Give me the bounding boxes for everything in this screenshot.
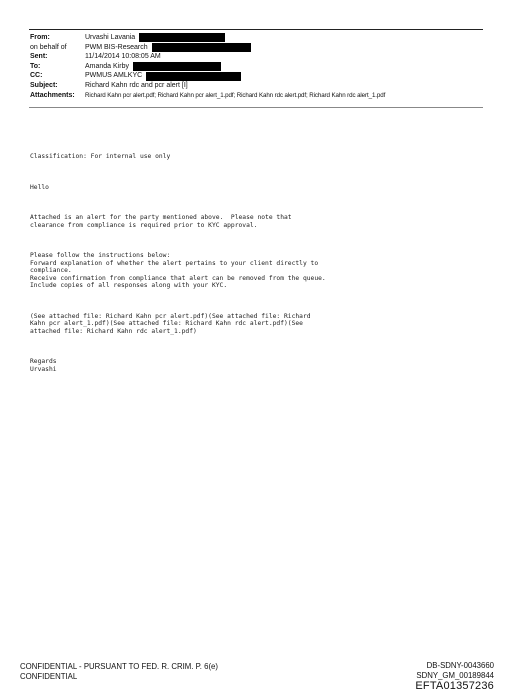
body-paragraph-attachments: (See attached file: Richard Kahn pcr alert.pdf)(See attached file: Richard Kahn pcr alert_1.pdf)(See attached file: Richard Kahn rdc alert.pdf)(See attached file: Richard Kahn rdc alert_1.pdf) (30, 312, 311, 335)
bates-stamps (415, 661, 494, 692)
classification-line: Classification: For internal use only (30, 153, 171, 161)
on-behalf-value: PWM BIS-Research (85, 43, 148, 51)
to-row (30, 62, 490, 72)
body-paragraph-instructions: Please follow the instructions below: Forward explanation of whether the alert pertains to your client directly to compliance. Receive confirmation from compliance that alert can be removed from the queue. Include copies of all responses along with your KYC. (30, 251, 326, 290)
confidentiality-footer (20, 662, 218, 682)
email-header (30, 33, 490, 100)
cc-label: CC: (30, 72, 43, 80)
from-value: Urvashi Lavania (85, 34, 136, 41)
email-body (30, 138, 390, 396)
from-label: From: (30, 34, 50, 41)
signoff: Regards Urvashi (30, 358, 57, 373)
redaction-box (133, 62, 221, 71)
redaction-box (152, 43, 251, 52)
confidentiality-line-2: CONFIDENTIAL (20, 672, 78, 681)
redaction-box (146, 72, 241, 81)
subject-label: Subject: (30, 81, 58, 89)
on-behalf-label: on behalf of (30, 43, 67, 51)
header-top-rule (29, 29, 483, 30)
to-label: To: (30, 62, 41, 70)
on-behalf-row (30, 43, 490, 53)
sent-value: 11/14/2014 10:08:05 AM (85, 53, 161, 61)
attachments-row (30, 91, 490, 101)
cc-row (30, 71, 490, 81)
attachments-value: Richard Kahn pcr alert.pdf; Richard Kahn pcr alert_1.pdf; Richard Kahn rdc alert.pdf; Richard Kahn rdc alert_1.pdf (85, 91, 386, 99)
from-row (30, 33, 490, 43)
subject-value: Richard Kahn rdc and pcr alert [I] (85, 81, 188, 89)
sent-label: Sent: (30, 53, 48, 61)
efta-number: EFTA01357236 (415, 680, 494, 692)
confidentiality-line-1: CONFIDENTIAL - PURSUANT TO FED. R. CRIM. P. 6(e) (20, 662, 218, 671)
sent-row (30, 52, 490, 62)
to-value: Amanda Kirby (85, 62, 129, 70)
header-bottom-rule (29, 107, 483, 108)
cc-value: PWMUS AMLKYC (85, 72, 143, 80)
attachments-label: Attachments: (30, 91, 75, 99)
body-paragraph-alert: Attached is an alert for the party mentioned above. Please note that clearance from compliance is required prior to KYC approval. (30, 213, 292, 229)
subject-row (30, 81, 490, 91)
greeting: Hello (30, 183, 49, 191)
bates-number-2: SDNY_GM_00189844 (416, 670, 494, 680)
redaction-box (139, 33, 225, 42)
bates-number-1: DB-SDNY-0043660 (426, 661, 494, 670)
